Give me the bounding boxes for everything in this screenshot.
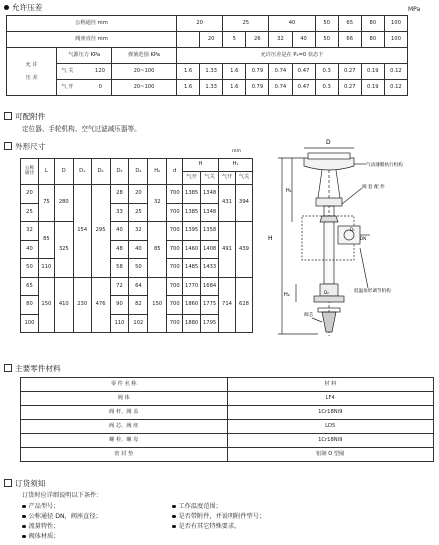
dn-cell: 25 [223, 16, 269, 32]
part-cell: 密 封 垫 [21, 448, 228, 462]
H2-cell: 32 [148, 185, 167, 222]
seat-cell: 20 [200, 32, 223, 48]
gland [320, 216, 338, 222]
bullet-icon [172, 525, 176, 529]
material-cell: 1Cr18Ni9 [227, 434, 434, 448]
header-open: 气开 [219, 172, 236, 185]
label-H1: H₁ [286, 188, 292, 194]
supply-header: 气源压力 KPa [57, 48, 112, 64]
dn-cell: 20 [177, 16, 223, 32]
leader-3 [360, 248, 368, 288]
bonnet-flange [316, 198, 342, 206]
H-open-cell: 1385 [183, 185, 201, 204]
d-cell: 700 [167, 222, 183, 241]
seat-cell: 50 [315, 32, 338, 48]
label-H2: H₂ [284, 292, 290, 298]
value-cell: 0.12 [384, 80, 407, 96]
header-close: 气关 [201, 172, 219, 185]
seat-cell: 5 [223, 32, 246, 48]
row2-label: 阀座直径 mm [7, 32, 177, 48]
H1-close-cell: 394 [235, 185, 252, 222]
header-H1: H₁ [219, 159, 253, 172]
header-dn: 公称 通径 [21, 159, 39, 185]
H-close-cell: 1358 [201, 222, 219, 241]
dn-cell: 25 [21, 203, 39, 222]
dn-cell: 80 [21, 296, 39, 315]
valve-drawing [258, 136, 436, 354]
dn-cell: 20 [21, 185, 39, 204]
value-cell: 1.6 [177, 64, 200, 80]
checkbox-icon [4, 112, 12, 120]
D3-cell: 40 [110, 222, 129, 241]
yoke-right [336, 170, 340, 198]
dn-cell: 100 [21, 314, 39, 333]
callout-cryogenic: 低温角形调节机构 [354, 289, 391, 294]
H1-open-cell: 431 [219, 185, 236, 222]
bullet-icon [22, 515, 26, 519]
dims-unit: mm [232, 149, 241, 154]
L-cell: 75 [38, 185, 54, 222]
accessories-text: 定位器、手轮机构、空气过滤减压器等。 [22, 125, 141, 133]
range-cell: 20~100 [111, 80, 176, 96]
seat-cell: 80 [361, 32, 384, 48]
bullet-icon [22, 505, 26, 509]
value-cell: 0.19 [361, 80, 384, 96]
header-H2: H₂ [148, 159, 167, 185]
D3-cell: 72 [110, 277, 129, 296]
row-air-open: 气 开 0 [57, 80, 112, 96]
H-close-cell: 1795 [201, 314, 219, 333]
D2-cell: 476 [91, 277, 110, 333]
list-item: 流量特性； [22, 522, 102, 532]
label-DN: DN [360, 236, 367, 241]
list-item: 是否有其它特殊要求。 [172, 522, 265, 532]
H1-open-cell: 714 [219, 277, 236, 333]
H1-open-cell: 491 [219, 222, 236, 278]
header-d: d [167, 159, 183, 185]
bullet-icon [172, 505, 176, 509]
section-title-pressure: 允许压差 [4, 2, 42, 13]
value-cell: 0.3 [315, 64, 338, 80]
H-open-cell: 1880 [183, 314, 201, 333]
checkbox-icon [4, 364, 12, 372]
dn-cell: 50 [315, 16, 338, 32]
bullet-icon [22, 525, 26, 529]
bullet-icon [22, 535, 26, 539]
dn-cell: 100 [384, 16, 407, 32]
D3-cell: 110 [110, 314, 129, 333]
H-close-cell: 1348 [201, 203, 219, 222]
value-cell: 0.79 [246, 64, 269, 80]
part-cell: 阀 体 [21, 392, 228, 406]
dn-cell: 50 [21, 259, 39, 278]
header-D4: D₄ [129, 159, 148, 185]
seat-cell: 66 [338, 32, 361, 48]
D4-cell: 40 [129, 240, 148, 259]
section-title-order: 订货须知 [4, 478, 45, 489]
H-close-cell: 1348 [201, 185, 219, 204]
leader-4 [312, 318, 322, 322]
material-cell: LF4 [227, 392, 434, 406]
leader-2 [342, 188, 362, 204]
list-item: 产品型号； [22, 502, 102, 512]
D-cell: 325 [54, 222, 73, 278]
header-open: 气开 [183, 172, 201, 185]
valve-body [320, 284, 338, 296]
H-open-cell: 1460 [183, 240, 201, 259]
D1-cell: 154 [73, 185, 91, 278]
note-header: 允许压差是在 P₂=0 状态下 [177, 48, 408, 64]
D4-cell: 32 [129, 222, 148, 241]
actuator-cap [308, 153, 350, 159]
seat-cell [177, 32, 200, 48]
list-item: 是否带附件，并说明附件型号； [172, 512, 265, 522]
value-cell: 0.47 [292, 80, 315, 96]
D4-cell: 50 [129, 259, 148, 278]
D3-cell: 48 [110, 240, 129, 259]
header-L: L [38, 159, 54, 185]
label-D2: D₂ [324, 290, 329, 295]
label-D: D [326, 139, 331, 146]
dn-cell: 65 [21, 277, 39, 296]
part-cell: 螺 栓、螺 母 [21, 434, 228, 448]
value-cell: 1.6 [177, 80, 200, 96]
material-cell: 1Cr18Ni9 [227, 406, 434, 420]
d-cell: 700 [167, 277, 183, 296]
D4-cell: 64 [129, 277, 148, 296]
header-material: 材 料 [227, 378, 434, 392]
value-cell: 0.79 [246, 80, 269, 96]
seat-cell: 100 [384, 32, 407, 48]
value-cell: 0.19 [361, 64, 384, 80]
D4-cell: 102 [129, 314, 148, 333]
d-cell: 700 [167, 185, 183, 204]
value-cell: 0.12 [384, 64, 407, 80]
d-cell: 700 [167, 296, 183, 315]
D3-cell: 28 [110, 185, 129, 204]
dn-cell: 40 [269, 16, 315, 32]
order-right-list [172, 502, 265, 532]
D3-cell: 33 [110, 203, 129, 222]
header-D: D [54, 159, 73, 185]
checkbox-icon [4, 142, 12, 150]
value-cell: 1.33 [200, 80, 223, 96]
value-cell: 1.33 [200, 64, 223, 80]
part-cell: 阀 杆、阀 盖 [21, 406, 228, 420]
section-title-dimensions: 外形尺寸 [4, 141, 45, 152]
dn-cell: 65 [338, 16, 361, 32]
pressure-table [6, 15, 408, 96]
callout-actuator: 气动薄膜执行机构 [366, 163, 403, 168]
list-item: 公称通径 DN，阀座直径； [22, 512, 102, 522]
D-cell: 280 [54, 185, 73, 222]
order-left-list [22, 502, 102, 542]
L-cell: 150 [38, 277, 54, 333]
order-intro: 订货时应详细说明以下条件： [22, 492, 103, 499]
section-title-accessories: 可配附件 [4, 111, 45, 122]
extension-bonnet [324, 222, 334, 284]
dn-cell: 40 [21, 240, 39, 259]
yoke-left [318, 170, 322, 198]
valve-plug [322, 312, 336, 332]
L-cell: 85 [38, 222, 54, 259]
value-cell: 1.6 [223, 80, 246, 96]
materials-table [20, 377, 434, 462]
L-cell: 110 [38, 259, 54, 278]
D-cell: 410 [54, 277, 73, 333]
callout-bonnet: 阀 套 配 件 [362, 185, 385, 190]
header-D1: D₁ [73, 159, 91, 185]
d-cell: 700 [167, 314, 183, 333]
material-cell: 铝制 O 型圈 [227, 448, 434, 462]
side-port [338, 226, 360, 244]
H1-close-cell: 439 [235, 222, 252, 278]
value-cell: 0.47 [292, 64, 315, 80]
D3-cell: 58 [110, 259, 129, 278]
bullet-icon [172, 515, 176, 519]
value-cell: 0.27 [338, 64, 361, 80]
bullet-icon [4, 5, 9, 10]
H-close-cell: 1433 [201, 259, 219, 278]
value-cell: 0.27 [338, 80, 361, 96]
seat-cell: 40 [292, 32, 315, 48]
d-cell: 700 [167, 203, 183, 222]
H-close-cell: 1775 [201, 296, 219, 315]
header-H: H [183, 159, 219, 172]
H-close-cell: 1408 [201, 240, 219, 259]
header-part: 零 件 名 称 [21, 378, 228, 392]
D2-cell: 295 [91, 185, 110, 278]
dimensions-table [20, 158, 253, 333]
range-header: 弹簧范围 KPa [111, 48, 176, 64]
D1-cell: 230 [73, 277, 91, 333]
part-cell: 阀 芯、阀 座 [21, 420, 228, 434]
seat-cell: 26 [246, 32, 269, 48]
bottom-flange [314, 296, 344, 302]
D4-cell: 82 [129, 296, 148, 315]
row1-label: 公称通径 mm [7, 16, 177, 32]
value-cell: 0.74 [269, 80, 292, 96]
dn-cell: 80 [361, 16, 384, 32]
label-H: H [268, 235, 273, 242]
value-cell: 0.74 [269, 64, 292, 80]
H-open-cell: 1485 [183, 259, 201, 278]
H-open-cell: 1860 [183, 296, 201, 315]
pressure-unit: MPa [408, 6, 421, 13]
seat-cell: 32 [269, 32, 292, 48]
H-close-cell: 1684 [201, 277, 219, 296]
H2-cell: 85 [148, 222, 167, 278]
actuator-diaphragm [304, 158, 354, 170]
section-title-materials: 主要零件材料 [4, 363, 61, 374]
header-D2: D₂ [91, 159, 110, 185]
d-cell: 700 [167, 240, 183, 259]
row-air-close: 气 关 120 [57, 64, 112, 80]
header-D3: D₃ [110, 159, 129, 185]
H1-close-cell: 628 [235, 277, 252, 333]
D4-cell: 25 [129, 203, 148, 222]
callout-plug: 阀芯 [304, 313, 314, 318]
D4-cell: 20 [129, 185, 148, 204]
list-item: 阀体材质； [22, 532, 102, 542]
header-close: 气关 [235, 172, 252, 185]
d-cell: 700 [167, 259, 183, 278]
value-cell: 0.3 [315, 80, 338, 96]
H-open-cell: 1395 [183, 222, 201, 241]
dn-cell: 32 [21, 222, 39, 241]
value-cell: 1.6 [223, 64, 246, 80]
checkbox-icon [4, 479, 12, 487]
H-open-cell: 1385 [183, 203, 201, 222]
D3-cell: 90 [110, 296, 129, 315]
H-open-cell: 1770 [183, 277, 201, 296]
label-D1: D₁ [350, 227, 355, 232]
side-label: 允 许 压 差 [7, 48, 57, 96]
H2-cell: 150 [148, 277, 167, 333]
list-item: 工作温度范围； [172, 502, 265, 512]
material-cell: LD5 [227, 420, 434, 434]
range-cell: 20~100 [111, 64, 176, 80]
